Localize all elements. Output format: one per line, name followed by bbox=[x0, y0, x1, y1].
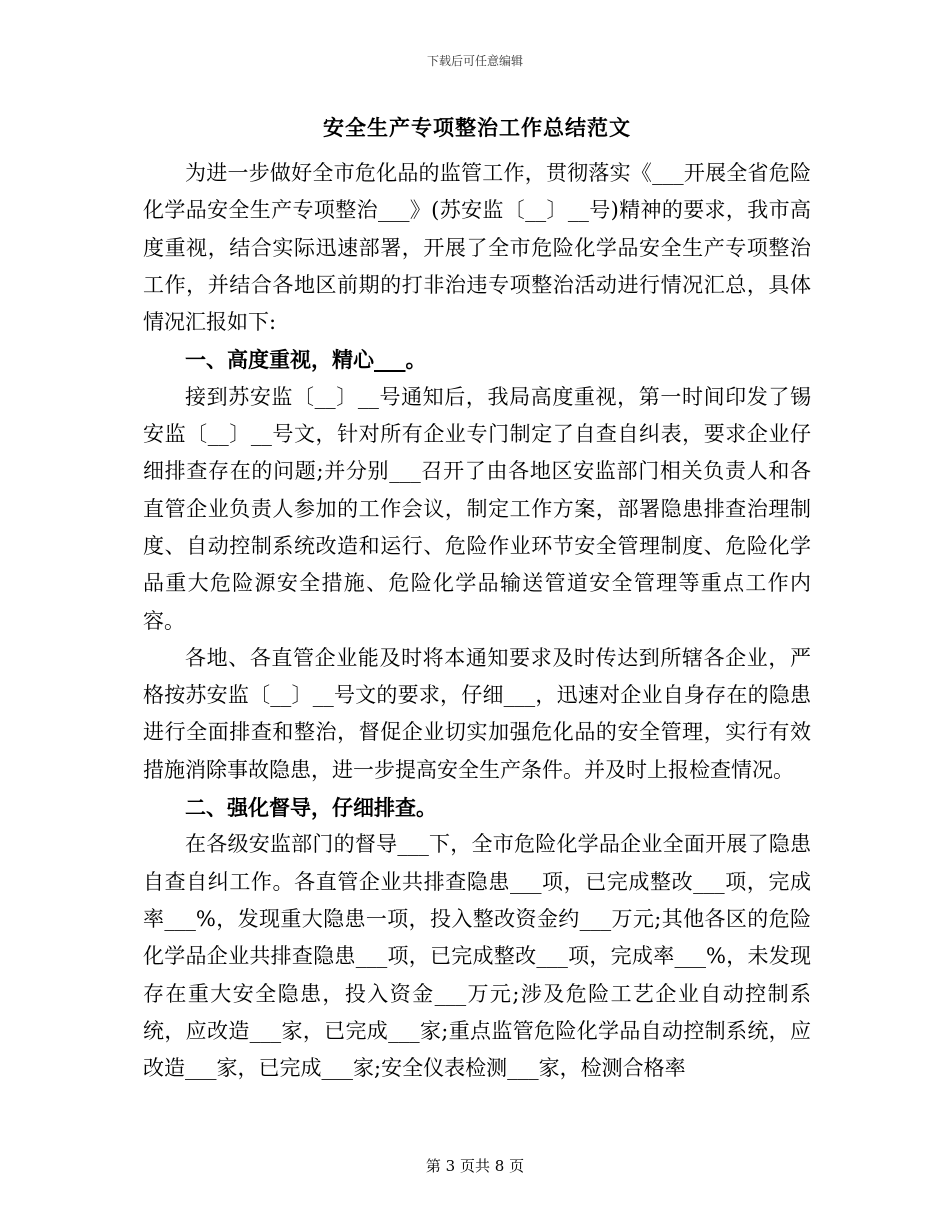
document-body bbox=[143, 108, 811, 1087]
section-2-paragraph-1: 在各级安监部门的督导___下，全市危险化学品企业全面开展了隐患自查自纠工作。各直管企业共排查隐患___项，已完成整改___项，完成率___%，发现重大隐患一项，投入整改资金约___万元;其他各区的危险化学品企业共排查隐患___项，已完成整改___项，完成率___%，未发现存在重大安全隐患，投入资金___万元;涉及危险工艺企业自动控制系统，应改造___家，已完成___家;重点监管危险化学品自动控制系统，应改造___家，已完成___家;安全仪表检测___家，检测合格率 bbox=[143, 832, 811, 1081]
section-1-paragraph-2: 各地、各直管企业能及时将本通知要求及时传达到所辖各企业，严格按苏安监〔__〕__号文的要求，仔细___，迅速对企业自身存在的隐患进行全面排查和整治，督促企业切实加强危化品的安全管理，实行有效措施消除事故隐患，进一步提高安全生产条件。并及时上报检查情况。 bbox=[143, 645, 811, 782]
page-header: 下载后可任意编辑 bbox=[426, 54, 523, 68]
document-title: 安全生产专项整治工作总结范文 bbox=[323, 115, 631, 140]
section-1-paragraph-1: 接到苏安监〔__〕__号通知后，我局高度重视，第一时间印发了锡安监〔__〕__号文，针对所有企业专门制定了自查自纠表，要求企业仔细排查存在的问题;并分别___召开了由各地区安监部门相关负责人和各直管企业负责人参加的工作会议，制定工作方案，部署隐患排查治理制度、自动控制系统改造和运行、危险作业环节安全管理制度、危险化学品重大危险源安全措施、危险化学品输送管道安全管理等重点工作内容。 bbox=[143, 384, 811, 633]
page-number-footer: 第 3 页共 8 页 bbox=[425, 1157, 525, 1175]
intro-paragraph: 为进一步做好全市危化品的监管工作，贯彻落实《___开展全省危险化学品安全生产专项整治___》(苏安监〔__〕__号)精神的要求，我市高度重视，结合实际迅速部署，开展了全市危险化学品安全生产专项整治工作，并结合各地区前期的打非治违专项整治活动进行情况汇总，具体情况汇报如下: bbox=[143, 161, 811, 335]
section-1-heading: 一、高度重视，精心___。 bbox=[185, 347, 427, 373]
section-2-heading: 二、强化督导，仔细排查。 bbox=[185, 795, 437, 821]
